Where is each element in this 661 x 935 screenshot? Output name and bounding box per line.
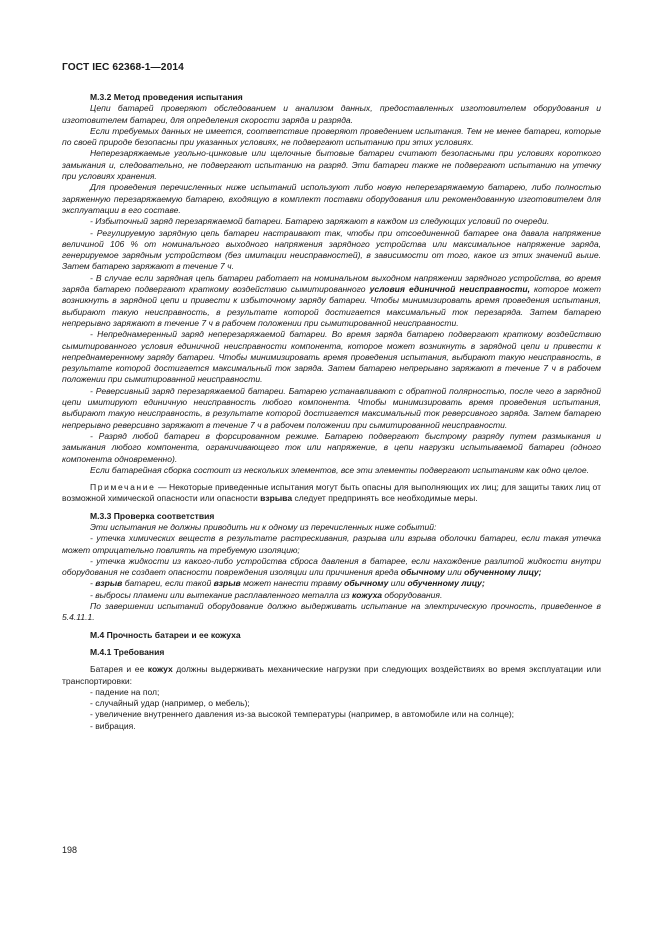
paragraph: - Избыточный заряд перезаряжаемой батареи. Батарею заряжают в каждом из следующих условий по очереди. bbox=[90, 216, 550, 227]
paragraph: Эти испытания не должны приводить ни к одному из перечисленных ниже событий: bbox=[90, 521, 437, 532]
defined-term: кожуха bbox=[351, 589, 383, 600]
list-item: - вибрация. bbox=[90, 720, 136, 731]
paragraph: - Реверсивный заряд перезаряжаемой батареи. Батарею устанавливают с обратной полярностью, после чего в зарядной цепи имитируют единичную неисправность любого компонента. Чтобы минимизировать время проведения испытания, выбирают такую неисправность, в результате которой достигается максимальный ток реверсивного заряда. Затем батарею непрерывно реверсивно заряжают в течение 7 ч в рабочем положении при сымитированной неисправности. bbox=[62, 385, 601, 430]
list-item: - увеличение внутреннего давления из-за высокой температуры (например, в автомобиле или на солнце); bbox=[90, 709, 515, 720]
paragraph: - Регулируемую зарядную цепь батареи настраивают так, чтобы при отсоединенной батарее она давала напряжение величиной 106 % от номинального выходного напряжения зарядного устройства или максимальное напряжение заряда, генерируемое зарядным устройством (без имитации неисправностей), в зависимости от того, какое из этих значений выше. Затем батарею заряжают в течение 7 ч. bbox=[62, 227, 601, 272]
list-item: - падение на пол; bbox=[90, 686, 160, 697]
paragraph: Если требуемых данных не имеется, соответствие проверяют проведением испытания. Тем не менее батареи, которые по своей природе безопасны при указанных условиях, не подвергают испытанию при этих условиях. bbox=[62, 125, 601, 148]
defined-term: взрыв bbox=[213, 578, 241, 589]
paragraph: - взрыв батареи, если такой взрыв может нанести травму обычному или обученному лицу; bbox=[90, 578, 485, 589]
section-heading-m4: М.4 Прочность батареи и ее кожуха bbox=[90, 629, 241, 640]
paragraph: По завершении испытаний оборудование должно выдерживать испытание на электрическую прочность, приведенное в 5.4.11.1. bbox=[62, 601, 601, 623]
paragraph: Цепи батарей проверяют обследованием и анализом данных, предоставленных изготовителем оборудования и изготовителем батареи, для определения скорости заряда и разряда. bbox=[62, 103, 601, 125]
paragraph: Для проведения перечисленных ниже испытаний используют либо новую неперезаряжаемую батарею, либо полностью заряженную перезаряжаемую батарею, входящую в комплект поставки оборудования или рекомендованную изготовителем для эксплуатации в его составе. bbox=[62, 182, 601, 215]
paragraph: Батарея и ее кожух должны выдерживать механические нагрузки при следующих воздействиях во время эксплуатации или транспортировки: bbox=[62, 664, 601, 686]
section-heading-m32: М.3.2 Метод проведения испытания bbox=[90, 92, 243, 102]
paragraph: - Непреднамеренный заряд неперезаряжаемой батареи. Во время заряда батарею подвергают краткому воздействию сымитированного условия единичной неисправности компонента, которое может возникнуть в зарядной цепи и привести к непреднамеренному заряду батареи. Чтобы минимизировать время проведения испытания, выбирают такую неисправность, в результате которой достигается максимальный ток заряда. Затем батарею непрерывно заряжают в течение 7 ч в рабочем положении при сымитированной неисправности. bbox=[62, 329, 601, 385]
paragraph: - утечка жидкости из какого-либо устройства сброса давления в батарее, если нахождение разлитой жидкости внутри оборудования не создает опасности повреждения изоляции или причинения вреда обычному или обученному лицу; bbox=[62, 555, 601, 578]
paragraph: Если батарейная сборка состоит из нескольких элементов, все эти элементы подвергают испытаниям как одно целое. bbox=[90, 464, 589, 475]
defined-term: условия единичной неисправности, bbox=[369, 284, 530, 295]
defined-term: кожух bbox=[147, 664, 173, 675]
note-label: Примечание bbox=[90, 482, 156, 493]
defined-term: обычному bbox=[400, 567, 446, 578]
defined-term: взрыва bbox=[260, 493, 293, 504]
page-body bbox=[62, 92, 601, 732]
section-heading-m33: М.3.3 Проверка соответствия bbox=[90, 510, 215, 521]
paragraph: - Разряд любой батареи в форсированном режиме. Батарею подвергают быстрому разряду путем размыкания и замыкания любого компонента, ограничивающего ток или напряжение, в цепи нагрузки испытываемой батареи (одного компонента одновременно). bbox=[62, 430, 601, 464]
paragraph: - утечка химических веществ в результате растрескивания, разрыва или взрыва оболочки батареи, если такая утечка может отрицательно повлиять на требуемую изоляцию; bbox=[62, 533, 601, 555]
defined-term: обученному лицу; bbox=[407, 578, 485, 589]
paragraph: - выбросы пламени или вытекание расплавленного металла из кожуха оборудования. bbox=[90, 589, 443, 600]
list-item: - случайный удар (например, о мебель); bbox=[90, 698, 250, 709]
paragraph: - В случае если зарядная цепь батареи работает на номинальном выходном напряжении зарядного устройства, во время заряда батарею подвергают краткому воздействию сымитированного условия единичной неисправности, которое может возникнуть в зарядной цепи и привести к избыточному заряду батареи. Чтобы минимизировать время проведения испытания, выбирают такую неисправность, в результате которой достигается максимальный ток перезаряда. Затем батарею непрерывно заряжают в течение 7 ч в рабочем положении при сымитированной неисправности. bbox=[62, 272, 601, 328]
defined-term: взрыв bbox=[95, 578, 123, 589]
section-heading-m41: М.4.1 Требования bbox=[90, 646, 165, 657]
paragraph: Неперезаряжаемые угольно-цинковые или щелочные бытовые батареи считают безопасными при условиях короткого замыкания и, следовательно, не подвергают испытанию на разряд. Эти батареи также не подвергают испытанию на утечку при условиях хранения. bbox=[62, 148, 601, 182]
defined-term: обычному bbox=[344, 578, 389, 589]
defined-term: обученному лицу; bbox=[464, 567, 542, 578]
note: Примечание — Некоторые приведенные испытания могут быть опасны для выполняющих их лиц; для защиты таких лиц от возможной химической опасности или опасности взрыва следует предпринять все необходимые меры. bbox=[62, 482, 601, 504]
document-header: ГОСТ IEC 62368-1—2014 bbox=[62, 62, 184, 73]
page-number: 198 bbox=[62, 845, 78, 855]
